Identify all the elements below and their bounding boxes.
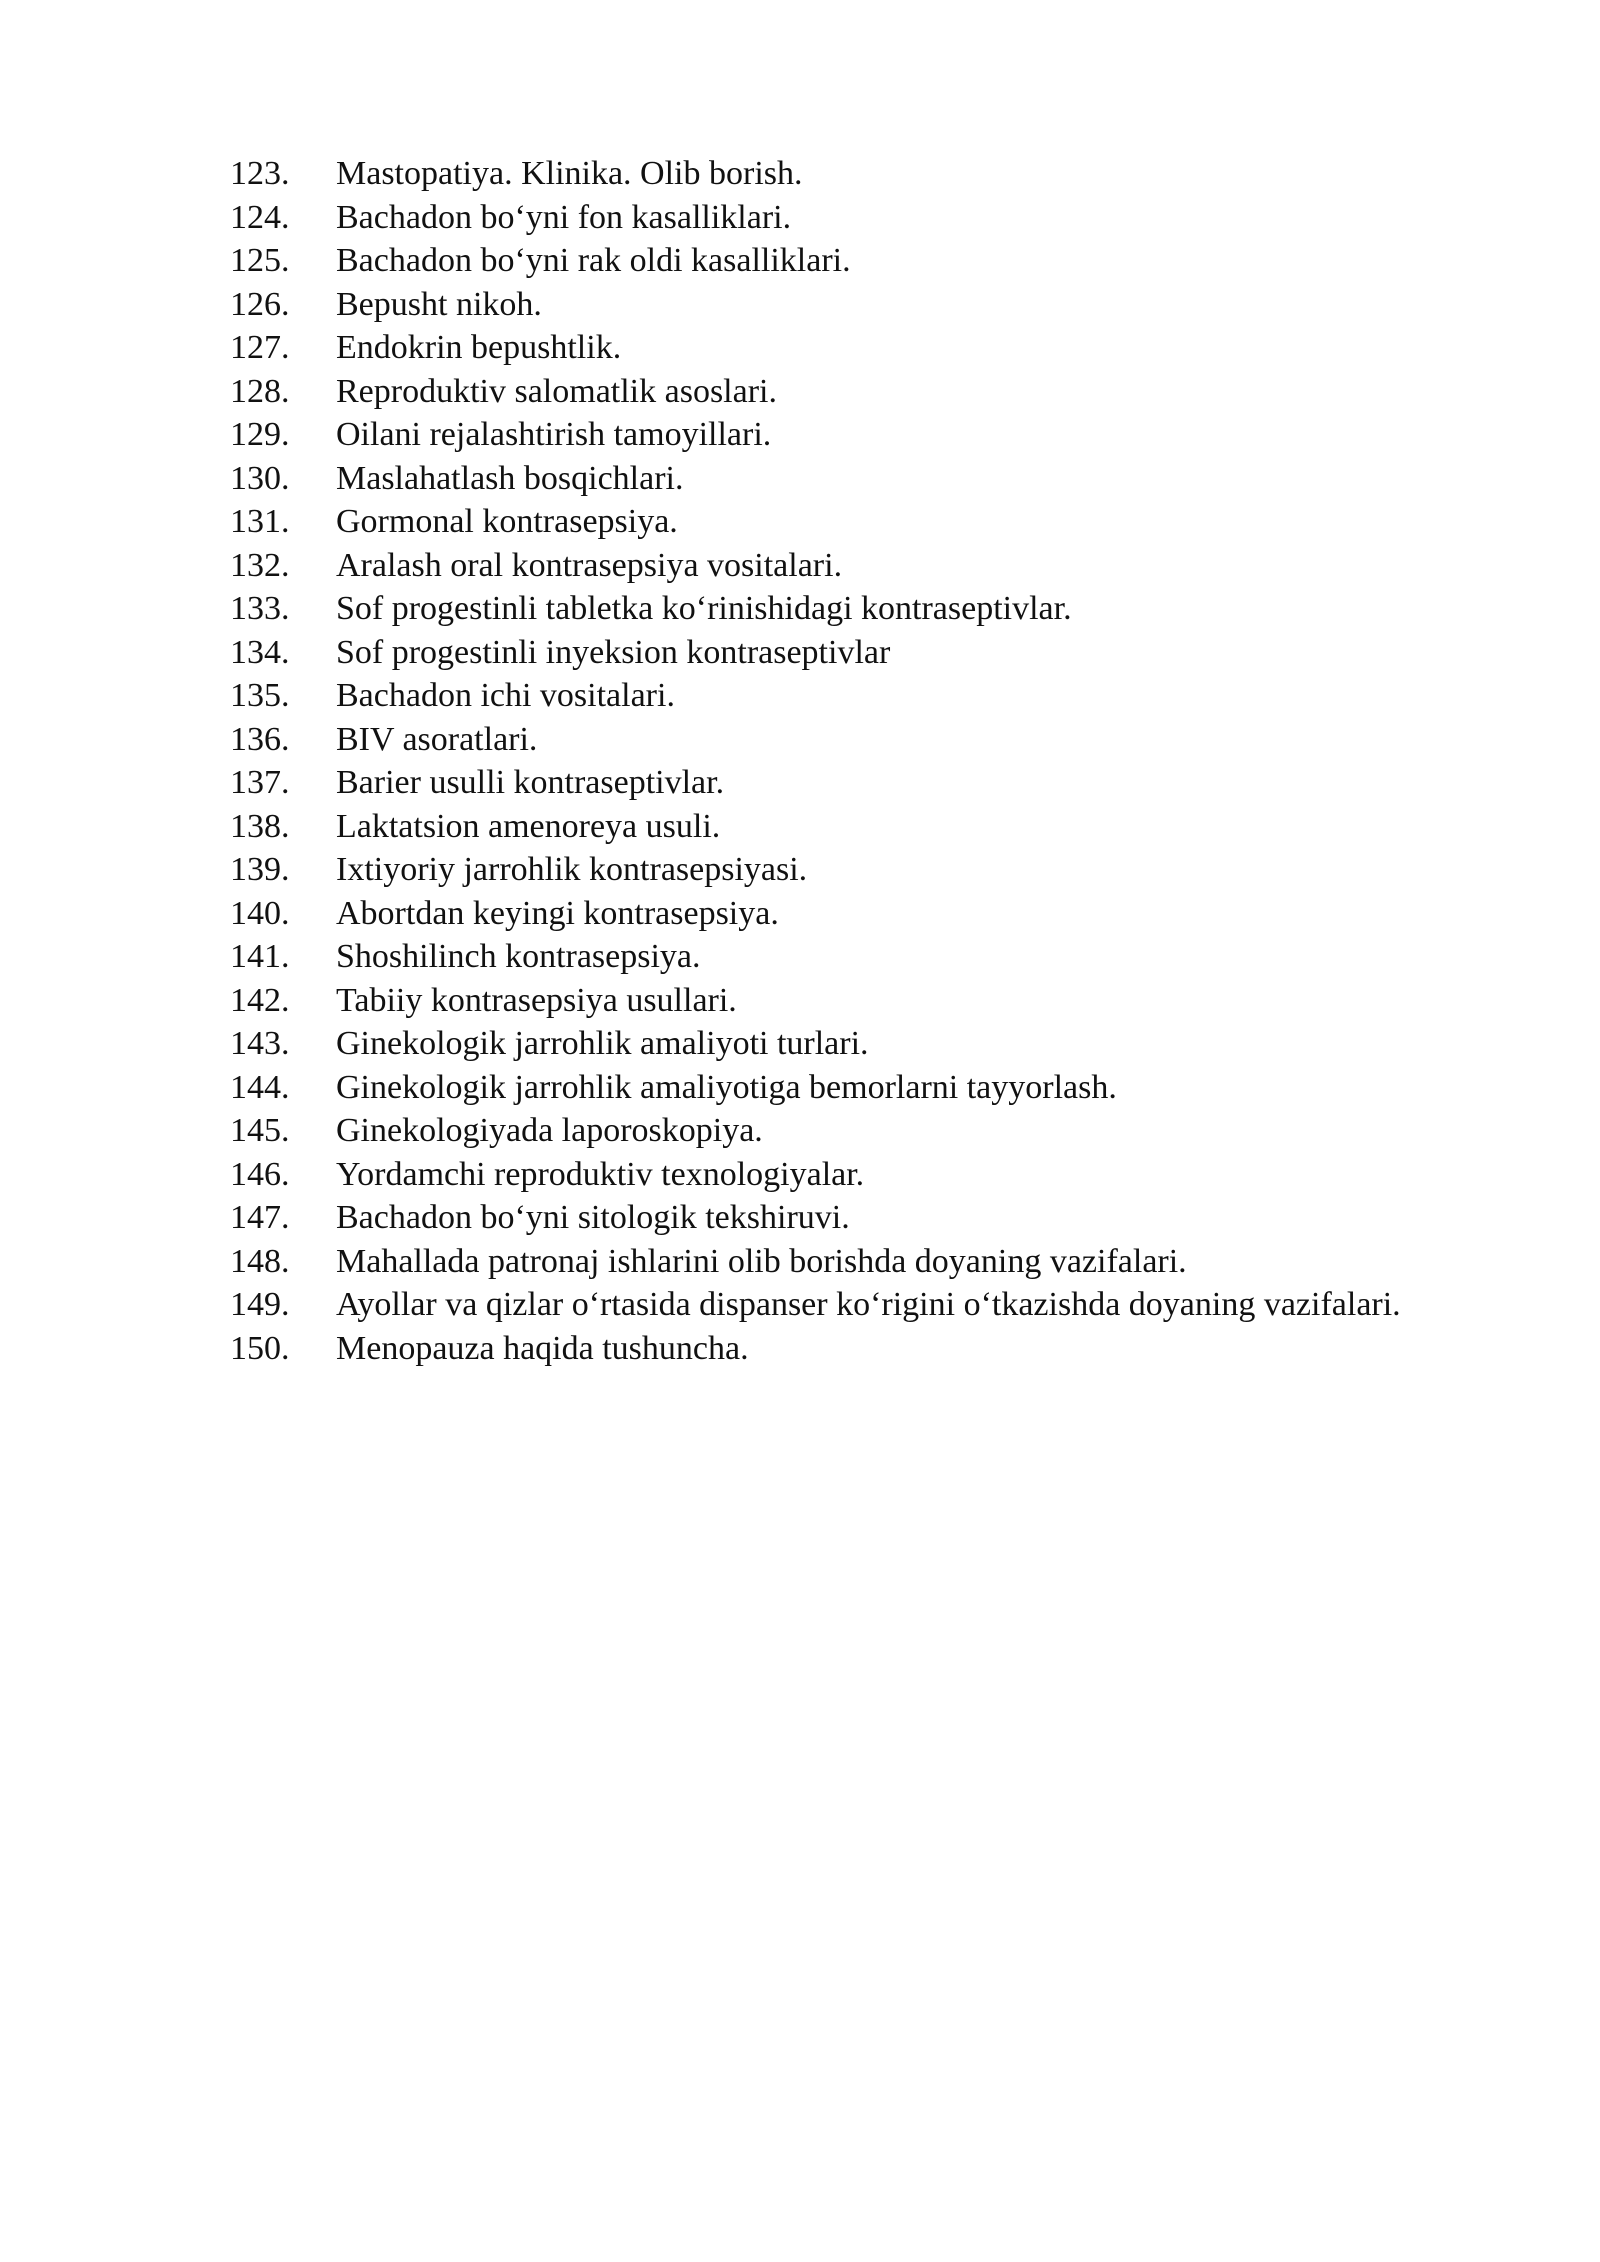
list-item [230,1196,1490,1240]
topic-list [230,152,1490,1370]
item-number: 148. [230,1242,290,1280]
item-text: Yordamchi reproduktiv texnologiyalar. [336,1155,865,1193]
list-item [230,1240,1490,1284]
list-item [230,196,1490,240]
item-text: Ginekologiyada laporoskopiya. [336,1112,763,1149]
item-text: Barier usulli kontraseptivlar. [336,764,725,801]
list-item [230,1109,1490,1153]
item-number: 138. [230,807,290,845]
item-number: 136. [230,720,290,758]
list-item [230,413,1490,457]
item-text: Endokrin bepushtlik. [336,329,622,366]
item-number: 128. [230,372,290,410]
item-text: Ginekologik jarrohlik amaliyotiga bemorlarni tayyorlash. [336,1068,1117,1106]
item-number: 133. [230,590,290,627]
list-item [230,1283,1490,1327]
item-number: 142. [230,981,290,1019]
item-number: 129. [230,416,290,453]
item-text: Menopauza haqida tushuncha. [336,1329,749,1367]
item-text: Oilani rejalashtirish tamoyillari. [336,416,772,453]
item-text: Shoshilinch kontrasepsiya. [336,938,701,975]
item-text: BIV asoratlari. [336,720,538,758]
list-item [230,805,1490,849]
item-text: Bachadon bo‘yni sitologik tekshiruvi. [336,1199,850,1236]
item-text: Mastopatiya. Klinika. Olib borish. [336,155,803,192]
list-item [230,761,1490,805]
list-item [230,152,1490,196]
item-number: 149. [230,1286,290,1323]
item-number: 139. [230,851,290,888]
item-number: 127. [230,329,290,366]
item-number: 135. [230,677,290,714]
list-item [230,1022,1490,1066]
item-text: Mahallada patronaj ishlarini olib borishda doyaning vazifalari. [336,1242,1187,1280]
item-number: 126. [230,285,290,323]
list-item [230,1066,1490,1110]
item-number: 141. [230,938,290,975]
item-number: 144. [230,1068,290,1106]
list-item [230,892,1490,936]
item-text: Abortdan keyingi kontrasepsiya. [336,894,779,932]
item-number: 150. [230,1329,290,1367]
item-text: Reproduktiv salomatlik asoslari. [336,372,777,410]
item-number: 125. [230,242,290,279]
list-item [230,674,1490,718]
item-text: Ginekologik jarrohlik amaliyoti turlari. [336,1025,869,1062]
item-text: Sof progestinli tabletka ko‘rinishidagi kontraseptivlar. [336,590,1072,627]
item-number: 140. [230,894,290,932]
item-text: Bachadon bo‘yni rak oldi kasalliklari. [336,242,851,279]
list-item [230,239,1490,283]
item-text: Bachadon ichi vositalari. [336,677,675,714]
item-text: Sof progestinli inyeksion kontraseptivlar [336,633,891,671]
list-item [230,283,1490,327]
list-item [230,718,1490,762]
list-item [230,848,1490,892]
item-text: Laktatsion amenoreya usuli. [336,807,721,845]
item-text: Bachadon bo‘yni fon kasalliklari. [336,198,792,236]
item-number: 145. [230,1112,290,1149]
item-number: 123. [230,155,290,192]
item-number: 146. [230,1155,290,1193]
list-item [230,935,1490,979]
list-item [230,544,1490,588]
item-number: 134. [230,633,290,671]
list-item [230,979,1490,1023]
list-item [230,370,1490,414]
item-number: 137. [230,764,290,801]
item-text: Bepusht nikoh. [336,285,542,323]
item-text: Maslahatlash bosqichlari. [336,459,684,497]
list-item [230,326,1490,370]
item-text: Ayollar va qizlar o‘rtasida dispanser ko‘rigini o‘tkazishda doyaning vazifalari. [336,1286,1401,1323]
item-text: Tabiiy kontrasepsiya usullari. [336,981,737,1019]
list-item [230,1153,1490,1197]
list-item [230,631,1490,675]
item-number: 143. [230,1025,290,1062]
item-number: 130. [230,459,290,497]
item-number: 131. [230,503,290,540]
item-text: Aralash oral kontrasepsiya vositalari. [336,546,843,584]
item-number: 132. [230,546,290,584]
list-item [230,1327,1490,1371]
item-number: 147. [230,1199,290,1236]
list-item [230,587,1490,631]
item-number: 124. [230,198,290,236]
item-text: Gormonal kontrasepsiya. [336,503,678,540]
list-item [230,500,1490,544]
item-text: Ixtiyoriy jarrohlik kontrasepsiyasi. [336,851,808,888]
list-item [230,457,1490,501]
